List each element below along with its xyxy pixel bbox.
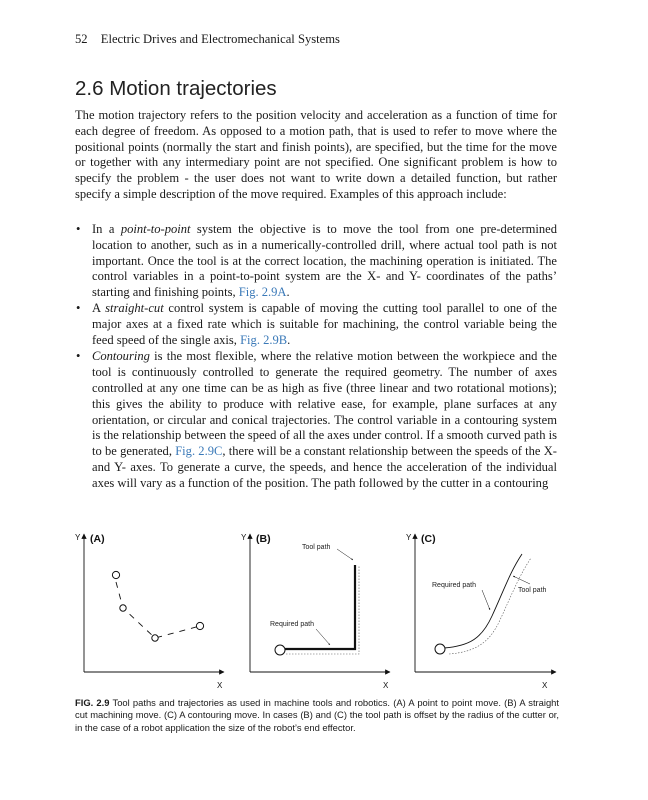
cutter-icon [435, 644, 445, 654]
x-axis-label: X [217, 681, 223, 690]
note-pointer [337, 549, 353, 560]
list-item-body: system the objective is to move the tool from one pre-determined location to another, such as in a numerically-controlled drill, where actual tool path is not important. Once the tool is at the correct location, the machining operation is initiated. The control variables in a point-to-point system are the X- and Y- coordinates of the paths’ starting and finishing points, [92, 222, 557, 300]
required-path-note: Required path [432, 582, 476, 589]
x-axis-label: X [542, 681, 548, 690]
list-item-lead: In a [92, 222, 121, 236]
section-title: 2.6 Motion trajectories [75, 77, 277, 100]
cutter-icon [275, 645, 285, 655]
panel-b [241, 533, 390, 690]
x-axis-label: X [383, 681, 389, 690]
list-item-body: control system is capable of moving the cutting tool parallel to one of the major axes at a fixed rate which is suitable for machining, the control variable being the feed speed of the single axis, [92, 301, 557, 348]
y-axis-label: Y [241, 533, 247, 542]
point-marker [120, 605, 126, 611]
figure-ref-link[interactable]: Fig. 2.9A [238, 285, 287, 300]
list-item-body: is the most flexible, where the relative motion between the workpiece and the tool is continuously controlled to generate the required geometry. The number of axes controlled at any one time can be as high as five (three linear and two rotational motions); this gives the ability to produce with relative ease, for example, plane surfaces at any orientation, or circular and conical trajectories. The control variable in a contouring system is the relationship between the speed of all the axes under control. If a smooth curved path is to be generated, [92, 349, 557, 459]
running-head [75, 32, 340, 47]
panel-a [75, 533, 224, 690]
page-number: 52 [75, 32, 88, 46]
note-pointer [513, 576, 530, 584]
y-axis-label: Y [75, 533, 81, 542]
figure-ref-link[interactable]: Fig. 2.9B [240, 333, 288, 348]
list-item-point-to-point [75, 222, 557, 301]
list-item-term: straight-cut [105, 301, 164, 316]
tool-path-note: Tool path [518, 587, 547, 594]
note-pointer [316, 629, 330, 645]
tool-path-note: Tool path [302, 544, 331, 551]
caption-label: FIG. 2.9 [75, 697, 110, 708]
y-axis-label: Y [406, 533, 412, 542]
list-item-term: point-to-point [120, 222, 191, 236]
list-item-tail: . [287, 333, 291, 348]
figure-caption [75, 697, 559, 734]
list-item-tail: , there will be a constant relationship between the speeds of the X- and Y- axes. To generate a curve, the speeds, and hence the acceleration of the individual axes will vary as a function of the position. The path followed by the cutter in a contouring [92, 444, 557, 490]
figure-ref-link[interactable]: Fig. 2.9C [175, 444, 223, 459]
required-path-note: Required path [270, 621, 314, 628]
panel-label: (C) [421, 533, 436, 545]
caption-text: Tool paths and trajectories as used in machine tools and robotics. (A) A point to point move. (B) A straight cut machining move. (C) A contouring move. In cases (B) and (C) the tool path is offset by the radius of the cutter or, in the case of a robot application the size of the robot’s end effector. [75, 697, 559, 733]
panel-label: (B) [256, 533, 271, 545]
examples-list [75, 222, 557, 492]
list-item-term: Contouring [92, 349, 150, 364]
list-item-lead: A [92, 301, 106, 316]
point-to-point-path [116, 582, 200, 638]
bullet-icon: • [76, 222, 81, 236]
panel-c [406, 533, 556, 690]
book-title: Electric Drives and Electromechanical Systems [100, 32, 340, 46]
panel-label: (A) [90, 533, 105, 545]
figure-2-9 [72, 520, 568, 695]
point-marker [112, 571, 119, 578]
figure-diagram [72, 520, 568, 695]
required-path-curve [449, 558, 531, 654]
point-marker [196, 622, 203, 629]
list-item-contouring [75, 349, 557, 491]
point-marker [152, 635, 158, 641]
tool-path-line [282, 565, 355, 649]
intro-paragraph: The motion trajectory refers to the position velocity and acceleration as a function of time for each degree of freedom. As opposed to a motion path, that is used to refer to move where the positional points (normally the start and finish points), are specified, but the time for the move or together with any intermediary point are not specified. One significant problem is how to specify the problem - the user does not want to write down a detailed function, but rather specify a simple description of the move required. Examples of this approach include: [75, 108, 557, 201]
list-item-straight-cut [75, 301, 557, 348]
required-path-line [286, 565, 359, 654]
list-item-tail: . [286, 285, 290, 300]
bullet-icon: • [76, 301, 81, 316]
tool-path-curve [444, 554, 522, 648]
note-pointer [482, 590, 490, 610]
bullet-icon: • [76, 349, 81, 364]
